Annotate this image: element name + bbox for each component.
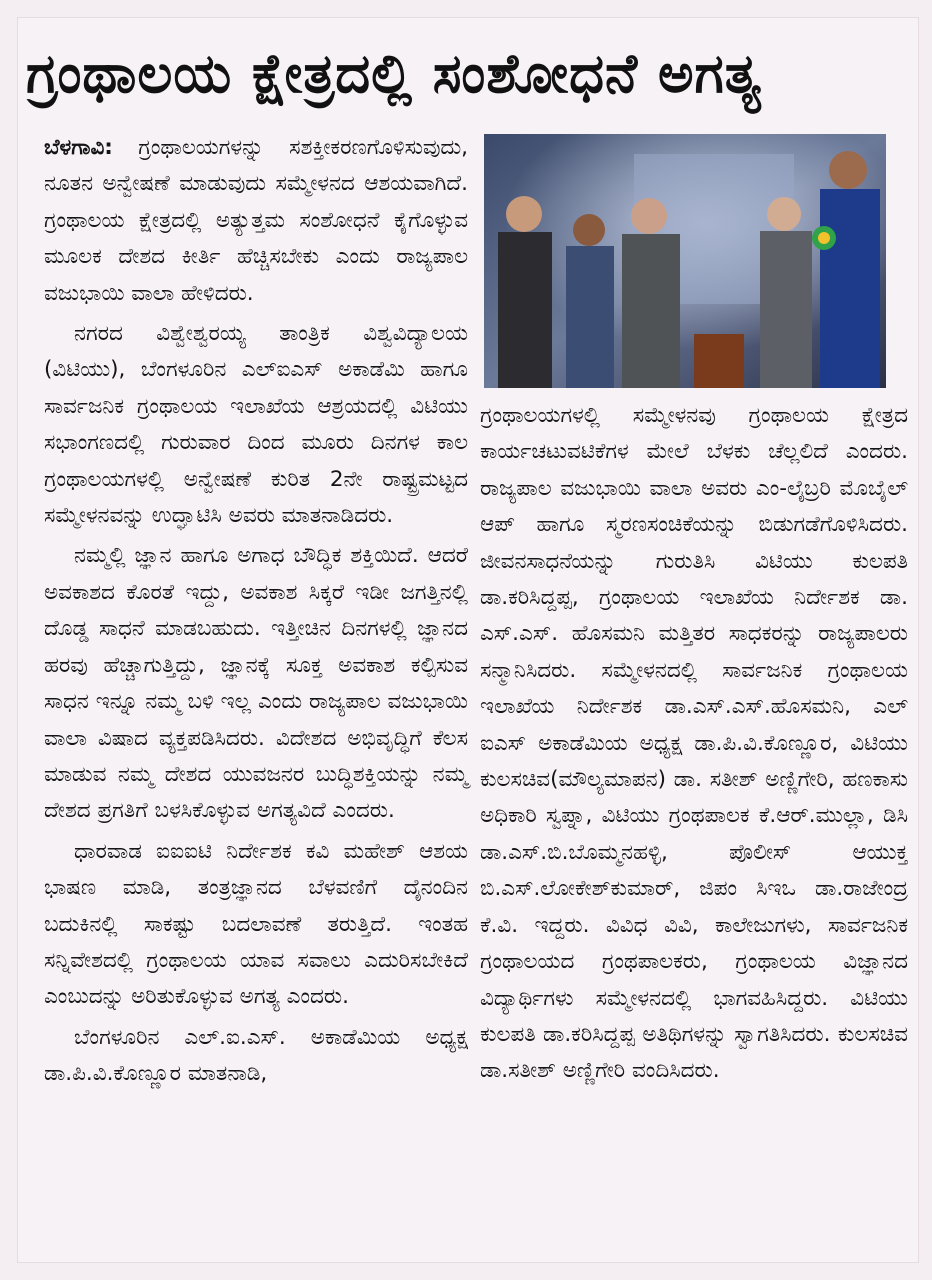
headline: ಗ್ರಂಥಾಲಯ ಕ್ಷೇತ್ರದಲ್ಲಿ ಸಂಶೋಧನೆ ಅಗತ್ಯ <box>26 42 762 105</box>
lead-text: ಗ್ರಂಥಾಲಯಗಳನ್ನು ಸಶಕ್ತೀಕರಣಗೊಳಿಸುವುದು, ನೂತನ ಅನ್ವೇಷಣೆ ಮಾಡುವುದು ಸಮ್ಮೇಳನದ ಆಶಯವಾಗಿದೆ. ಗ್ರಂಥಾಲಯ ಕ್ಷೇತ್ರದಲ್ಲಿ ಅತ್ಯುತ್ತಮ ಸಂಶೋಧನೆ ಕೈಗೊಳ್ಳುವ ಮೂಲಕ ದೇಶದ ಕೀರ್ತಿ ಹೆಚ್ಚಿಸಬೇಕು ಎಂದು ರಾಜ್ಯಪಾಲ ವಜುಭಾಯಿ ವಾಲಾ ಹೇಳಿದರು. <box>44 135 468 306</box>
right-column <box>480 398 908 1090</box>
right-paragraph: ಗ್ರಂಥಾಲಯಗಳಲ್ಲಿ ಸಮ್ಮೇಳನವು ಗ್ರಂಥಾಲಯ ಕ್ಷೇತ್ರದ ಕಾರ್ಯಚಟುವಟಿಕೆಗಳ ಮೇಲೆ ಬೆಳಕು ಚೆಲ್ಲಲಿದೆ ಎಂದರು. ರಾಜ್ಯಪಾಲ ವಜುಭಾಯಿ ವಾಲಾ ಅವರು ಎಂ-ಲೈಬ್ರರಿ ಮೊಬೈಲ್ ಆಪ್ ಹಾಗೂ ಸ್ಮರಣಸಂಚಿಕೆಯನ್ನು ಬಿಡುಗಡೆಗೊಳಿಸಿದರು. ಜೀವನಸಾಧನೆಯನ್ನು ಗುರುತಿಸಿ ವಿಟಿಯು ಕುಲಪತಿ ಡಾ.ಕರಿಸಿದ್ದಪ್ಪ, ಗ್ರಂಥಾಲಯ ಇಲಾಖೆಯ ನಿರ್ದೇಶಕ ಡಾ. ಎಸ್.ಎಸ್. ಹೊಸಮನಿ ಮತ್ತಿತರ ಸಾಧಕರನ್ನು ರಾಜ್ಯಪಾಲರು ಸನ್ಮಾನಿಸಿದರು. ಸಮ್ಮೇಳನದಲ್ಲಿ ಸಾರ್ವಜನಿಕ ಗ್ರಂಥಾಲಯ ಇಲಾಖೆಯ ನಿರ್ದೇಶಕ ಡಾ.ಎಸ್.ಎಸ್.ಹೊಸಮನಿ, ಎಲ್ ಐಎಸ್ ಅಕಾಡೆಮಿಯ ಅಧ್ಯಕ್ಷ ಡಾ.ಪಿ.ವಿ.ಕೊಣ್ಣೂರ, ವಿಟಿಯು ಕುಲಸಚಿವ(ಮೌಲ್ಯಮಾಪನ) ಡಾ. ಸತೀಶ್ ಅಣ್ಣಿಗೇರಿ, ಹಣಕಾಸು ಅಧಿಕಾರಿ ಸ್ವಪ್ನಾ, ವಿಟಿಯು ಗ್ರಂಥಪಾಲಕ ಕೆ.ಆರ್.ಮುಲ್ಲಾ, ಡಿಸಿ ಡಾ.ಎಸ್.ಬಿ.ಬೊಮ್ಮನಹಳ್ಳಿ, ಪೊಲೀಸ್ ಆಯುಕ್ತ ಬಿ.ಎಸ್.ಲೋಕೇಶ್‌ಕುಮಾರ್, ಜಿಪಂ ಸಿಇಒ ಡಾ.ರಾಜೇಂದ್ರ ಕೆ.ವಿ. ಇದ್ದರು. ವಿವಿಧ ವಿವಿ, ಕಾಲೇಜುಗಳು, ಸಾರ್ವಜನಿಕ ಗ್ರಂಥಾಲಯದ ಗ್ರಂಥಪಾಲಕರು, ಗ್ರಂಥಾಲಯ ವಿಜ್ಞಾನದ ವಿದ್ಯಾರ್ಥಿಗಳು ಸಮ್ಮೇಳನದಲ್ಲಿ ಭಾಗವಹಿಸಿದ್ದರು. ವಿಟಿಯು ಕುಲಪತಿ ಡಾ.ಕರಿಸಿದ್ದಪ್ಪ ಅತಿಥಿಗಳನ್ನು ಸ್ವಾಗತಿಸಿದರು. ಕುಲಸಚಿವ ಡಾ.ಸತೀಶ್ ಅಣ್ಣಿಗೇರಿ ವಂದಿಸಿದರು. <box>480 403 908 1084</box>
paragraph-2: ನಗರದ ವಿಶ್ವೇಶ್ವರಯ್ಯ ತಾಂತ್ರಿಕ ವಿಶ್ವವಿದ್ಯಾಲಯ (ವಿಟಿಯು), ಬೆಂಗಳೂರಿನ ಎಲ್‌ಐಎಸ್ ಅಕಾಡೆಮಿ ಹಾಗೂ ಸಾರ್ವಜನಿಕ ಗ್ರಂಥಾಲಯ ಇಲಾಖೆಯ ಆಶ್ರಯದಲ್ಲಿ ವಿಟಿಯು ಸಭಾಂಗಣದಲ್ಲಿ ಗುರುವಾರ ದಿಂದ ಮೂರು ದಿನಗಳ ಕಾಲ ಗ್ರಂಥಾಲಯಗಳಲ್ಲಿ ಅನ್ವೇಷಣೆ ಕುರಿತ 2ನೇ ರಾಷ್ಟ್ರಮಟ್ಟದ ಸಮ್ಮೇಳನವನ್ನು ಉದ್ಘಾಟಿಸಿ ಅವರು ಮಾತನಾಡಿದರು. <box>44 321 468 529</box>
event-photo <box>484 134 886 388</box>
left-column <box>44 130 468 1093</box>
paragraph-5: ಬೆಂಗಳೂರಿನ ಎಲ್.ಐ.ಎಸ್. ಅಕಾಡೆಮಿಯ ಅಧ್ಯಕ್ಷ ಡಾ.ಪಿ.ವಿ.ಕೊಣ್ಣೂರ ಮಾತನಾಡಿ, <box>44 1024 468 1087</box>
lead-paragraph <box>44 130 468 312</box>
paragraph-4: ಧಾರವಾಡ ಐಐಐಟಿ ನಿರ್ದೇಶಕ ಕವಿ ಮಹೇಶ್ ಆಶಯ ಭಾಷಣ ಮಾಡಿ, ತಂತ್ರಜ್ಞಾನದ ಬೆಳವಣಿಗೆ ದೈನಂದಿನ ಬದುಕಿನಲ್ಲಿ ಸಾಕಷ್ಟು ಬದಲಾವಣೆ ತರುತ್ತಿದೆ. ಇಂತಹ ಸನ್ನಿವೇಶದಲ್ಲಿ ಗ್ರಂಥಾಲಯ ಯಾವ ಸವಾಲು ಎದುರಿಸಬೇಕಿದೆ ಎಂಬುದನ್ನು ಅರಿತುಕೊಳ್ಳುವ ಅಗತ್ಯ ಎಂದರು. <box>44 838 468 1010</box>
dateline: ಬೆಳಗಾವಿ: <box>44 135 113 160</box>
paragraph-3: ನಮ್ಮಲ್ಲಿ ಜ್ಞಾನ ಹಾಗೂ ಅಗಾಧ ಬೌದ್ಧಿಕ ಶಕ್ತಿಯಿದೆ. ಆದರೆ ಅವಕಾಶದ ಕೊರತೆ ಇದ್ದು, ಅವಕಾಶ ಸಿಕ್ಕರೆ ಇಡೀ ಜಗತ್ತಿನಲ್ಲಿ ದೊಡ್ಡ ಸಾಧನೆ ಮಾಡಬಹುದು. ಇತ್ತೀಚಿನ ದಿನಗಳಲ್ಲಿ ಜ್ಞಾನದ ಹರವು ಹೆಚ್ಚಾಗುತ್ತಿದ್ದು, ಜ್ಞಾನಕ್ಕೆ ಸೂಕ್ತ ಅವಕಾಶ ಕಲ್ಪಿಸುವ ಸಾಧನ ಇನ್ನೂ ನಮ್ಮ ಬಳಿ ಇಲ್ಲ ಎಂದು ರಾಜ್ಯಪಾಲ ವಜುಭಾಯಿ ವಾಲಾ ವಿಷಾದ ವ್ಯಕ್ತಪಡಿಸಿದರು. ವಿದೇಶದ ಅಭಿವೃದ್ಧಿಗೆ ಕೆಲಸ ಮಾಡುವ ನಮ್ಮ ದೇಶದ ಯುವಜನರ ಬುದ್ಧಿಶಕ್ತಿಯನ್ನು ನಮ್ಮ ದೇಶದ ಪ್ರಗತಿಗೆ ಬಳಸಿಕೊಳ್ಳುವ ಅಗತ್ಯವಿದೆ ಎಂದರು. <box>44 543 468 824</box>
